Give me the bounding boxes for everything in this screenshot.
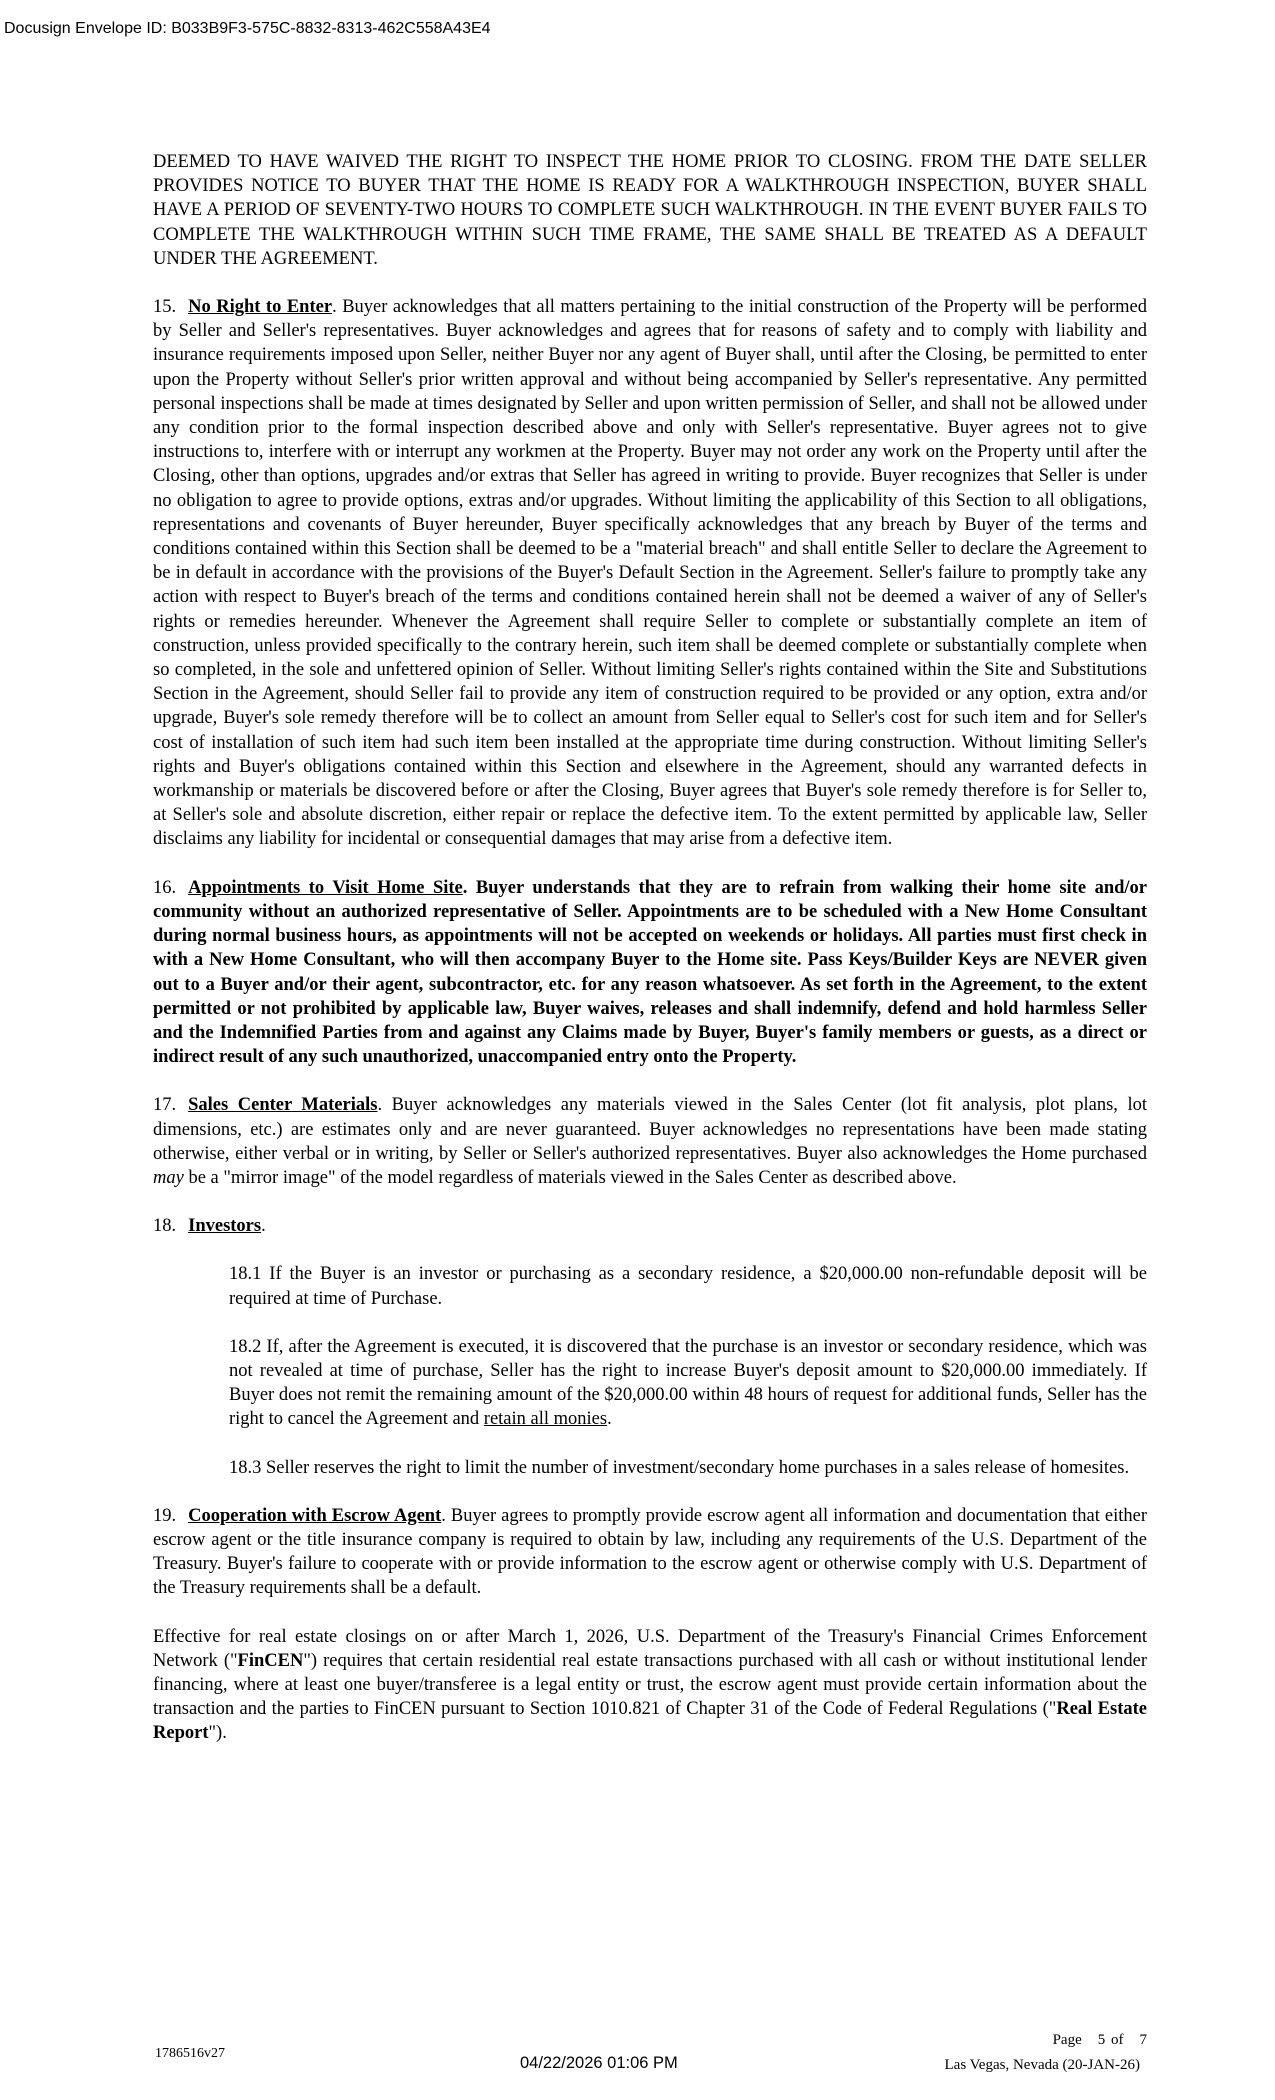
- section-body: .: [607, 1409, 612, 1430]
- section-15: [153, 295, 1147, 852]
- section-body: be a "mirror image" of the model regardless of materials viewed in the Sales Center as described above.: [183, 1167, 957, 1188]
- section-17: [153, 1093, 1147, 1190]
- section-number: 17.: [153, 1095, 177, 1116]
- real-estate-report-term: Real Estate Report: [153, 1699, 1147, 1744]
- section-19-fincen-paragraph: [153, 1625, 1147, 1746]
- paragraph-text: ").: [208, 1723, 227, 1744]
- intro-paragraph: DEEMED TO HAVE WAIVED THE RIGHT TO INSPECT THE HOME PRIOR TO CLOSING. FROM THE DATE SELLER PROVIDES NOTICE TO BUYER THAT THE HOME IS READY FOR A WALKTHROUGH INSPECTION, BUYER SHALL HAVE A PERIOD OF SEVENTY-TWO HOURS TO COMPLETE SUCH WALKTHROUGH. IN THE EVENT BUYER FAILS TO COMPLETE THE WALKTHROUGH WITHIN SUCH TIME FRAME, THE SAME SHALL BE TREATED AS A DEFAULT UNDER THE AGREEMENT.: [153, 152, 1147, 269]
- timestamp: 04/22/2026 01:06 PM: [520, 2054, 678, 2072]
- fincen-term: FinCEN: [237, 1650, 304, 1671]
- section-19: [153, 1504, 1147, 1601]
- page-number: 5: [1097, 2032, 1106, 2048]
- section-number: 18.: [153, 1216, 177, 1237]
- section-18-1: 18.1 If the Buyer is an investor or purchasing as a secondary residence, a $20,000.00 non-refundable deposit will be required at time of Purchase.: [229, 1264, 1147, 1309]
- section-18-2: [229, 1335, 1147, 1432]
- section-title: Appointments to Visit Home Site: [188, 877, 463, 898]
- section-body: . Buyer agrees to promptly provide escrow agent all information and documentation that either escrow agent or the title insurance company is required to obtain by law, including any requirements of the U.S. Department of the Treasury. Buyer's failure to cooperate with or provide information to the escrow agent or otherwise comply with U.S. Department of the Treasury requirements shall be a default.: [153, 1505, 1148, 1599]
- paragraph-text: ") requires that certain residential real estate transactions purchased with all cash or without institutional lender financing, where at least one buyer/transferee is a legal entity or trust, the escrow agent must provide certain information about the transaction and the parties to FinCEN pursuant to Section 1010.821 of Chapter 31 of the Code of Federal Regulations (": [153, 1650, 1147, 1720]
- paragraph-text: Effective for real estate closings on or after March 1, 2026, U.S. Department of the Treasury's Financial Crimes Enforcement Network (": [153, 1626, 1147, 1671]
- section-body: . Buyer acknowledges any materials viewed in the Sales Center (lot fit analysis, plot plans, lot dimensions, etc.) are estimates only and are never guaranteed. Buyer acknowledges no representations have been made stating otherwise, either verbal or in writing, by Seller or Seller's authorized representatives. Buyer also acknowledges the Home purchased: [153, 1095, 1147, 1164]
- section-title: Sales Center Materials: [188, 1095, 378, 1116]
- section-body: . Buyer acknowledges that all matters pertaining to the initial construction of the Property will be performed by Seller and Seller's representatives. Buyer acknowledges and agrees that for reasons of safety and to comply with liability and insurance requirements imposed upon Seller, neither Buyer nor any agent of Buyer shall, until after the Closing, be permitted to enter upon the Property without Seller's prior written approval and without being accompanied by Seller's representative. Any permitted personal inspections shall be made at times designated by Seller and upon written permission of Seller, and shall not be allowed under any condition prior to the formal inspection described above and only with Seller's representative. Buyer agrees not to give instructions to, interfere with or interrupt any workmen at the Property. Buyer may not order any work on the Property until after the Closing, other than options, upgrades and/or extras that Seller has agreed in writing to provide. Buyer recognizes that Seller is under no obligation to agree to provide options, extras and/or upgrades. Without limiting the applicability of this Section to all obligations, representations and covenants of Buyer hereunder, Buyer specifically acknowledges that any breach by Buyer of the terms and conditions contained within this Section shall be deemed to be a "material breach" and shall entitle Seller to declare the Agreement to be in default in accordance with the provisions of the Buyer's Default Section in the Agreement. Seller's failure to promptly take any action with respect to Buyer's breach of the terms and conditions contained herein shall not be deemed a waiver of any of Seller's rights or remedies hereunder. Whenever the Agreement shall require Seller to complete or substantially complete an item of construction, unless provided specifically to the contrary herein, such item shall be deemed complete or substantially complete when so completed, in the sole and unfettered opinion of Seller. Without limiting Seller's rights contained within the Site and Substitutions Section in the Agreement, should Seller fail to provide any item of construction required to be provided or any option, extra and/or upgrade, Buyer's sole remedy therefore will be to collect an amount from Seller equal to Seller's cost for such item and for Seller's cost of installation of such item had such item been installed at the appropriate time during construction. Without limiting Seller's rights and Buyer's obligations contained within this Section and elsewhere in the Agreement, should any warranted defects in workmanship or materials be discovered before or after the Closing, Buyer agrees that Buyer's sole remedy therefore is for Seller to, at Seller's sole and absolute discretion, either repair or replace the defective item. To the extent permitted by applicable law, Seller disclaims any liability for incidental or consequential damages that may arise from a defective item.: [153, 297, 1147, 850]
- section-title: Cooperation with Escrow Agent: [188, 1505, 442, 1526]
- section-title: No Right to Enter: [188, 297, 333, 318]
- section-18-3: 18.3 Seller reserves the right to limit the number of investment/secondary home purchases in a sales release of homesites.: [229, 1457, 1130, 1478]
- envelope-id: Docusign Envelope ID: B033B9F3-575C-8832-8313-462C558A43E4: [4, 20, 491, 37]
- page-total: 7: [1139, 2032, 1147, 2048]
- section-body: 18.2 If, after the Agreement is executed, it is discovered that the purchase is an investor or secondary residence, which was not revealed at time of purchase, Seller has the right to increase Buyer's deposit amount to $20,000.00 immediately. If Buyer does not remit the remaining amount of the $20,000.00 within 48 hours of request for additional funds, Seller has the right to cancel the Agreement and: [229, 1336, 1147, 1430]
- page-label: Page: [1052, 2032, 1082, 2048]
- section-body-underlined: retain all monies: [483, 1409, 608, 1430]
- section-number: 19.: [153, 1505, 177, 1526]
- document-body: [153, 150, 1147, 1770]
- section-title-period: .: [261, 1216, 266, 1237]
- section-body-emphasis: may: [153, 1167, 184, 1188]
- section-16: [153, 876, 1147, 1070]
- section-title: Investors: [188, 1216, 262, 1237]
- document-id: 1786516v27: [155, 2046, 225, 2061]
- section-number: 15.: [153, 297, 177, 318]
- location-date: Las Vegas, Nevada (20-JAN-26): [944, 2057, 1140, 2073]
- section-number: 16.: [153, 877, 177, 898]
- page-indicator: [1053, 2032, 1147, 2049]
- of-label: of: [1111, 2032, 1124, 2048]
- section-body: . Buyer understands that they are to refrain from walking their home site and/or community without an authorized representative of Seller. Appointments are to be scheduled with a New Home Consultant during normal business hours, as appointments will not be accepted on weekends or holidays. All parties must first check in with a New Home Consultant, who will then accompany Buyer to the Home site. Pass Keys/Builder Keys are NEVER given out to a Buyer and/or their agent, subcontractor, etc. for any reason whatsoever. As set forth in the Agreement, to the extent permitted or not prohibited by applicable law, Buyer waives, releases and shall indemnify, defend and hold harmless Seller and the Indemnified Parties from and against any Claims made by Buyer, Buyer's family members or guests, as a direct or indirect result of any such unauthorized, unaccompanied entry onto the Property.: [153, 877, 1148, 1068]
- section-18: [153, 1214, 1147, 1238]
